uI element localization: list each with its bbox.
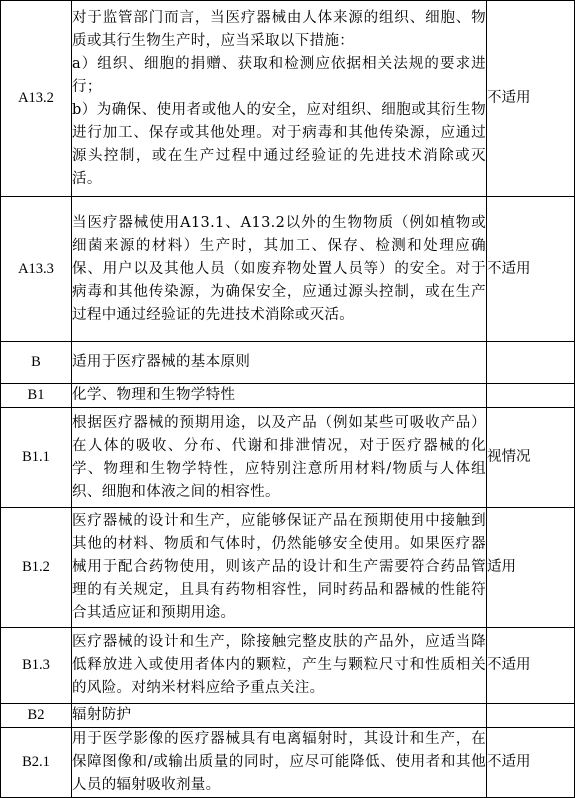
clause-id: B1.2 (1, 508, 72, 628)
table-row (1, 704, 575, 728)
clause-id: B (1, 342, 72, 384)
clause-paragraph: 辐射防护 (72, 707, 132, 723)
applicability: 适用 (487, 508, 575, 628)
clause-paragraph: 根据医疗器械的预期用途，以及产品（例如某些可吸收产品）在人体的吸收、分布、代谢和排泄情况，对于医疗器械的化学、物理和生物学特性，应特别注意所用材料/物质与人体组织、细胞和体液之间的相容性。 (72, 414, 486, 500)
table-row (1, 197, 575, 342)
clause-id: B2.1 (1, 728, 72, 798)
table-row (1, 628, 575, 704)
applicability: 不适用 (487, 197, 575, 342)
applicability (487, 342, 575, 384)
clause-id: B1.3 (1, 628, 72, 704)
clause-id: B2 (1, 704, 72, 728)
clause-paragraph: 对于监管部门而言，当医疗器械由人体来源的组织、细胞、物质或其行生物生产时，应当采取以下措施： (72, 9, 486, 49)
clause-paragraph: 适用于医疗器械的基本原则 (72, 354, 251, 370)
clause-description (72, 384, 487, 408)
table-row (1, 1, 575, 197)
table-row (1, 508, 575, 628)
clause-id: B1.1 (1, 408, 72, 508)
clause-id: B1 (1, 384, 72, 408)
applicability: 不适用 (487, 728, 575, 798)
clause-paragraph: 医疗器械的设计和生产，除接触完整皮肤的产品外，应适当降低释放进入或使用者体内的颗粒，产生与颗粒尺寸和性质相关的风险。对纳米材料应给予重点关注。 (72, 634, 486, 696)
table-row (1, 342, 575, 384)
table-row (1, 408, 575, 508)
clause-description (72, 704, 487, 728)
clause-description (72, 728, 487, 798)
applicability (487, 704, 575, 728)
clause-paragraph: 用于医学影像的医疗器械具有电离辐射时，其设计和生产，在保障图像和/或输出质量的同时，应尽可能降低、使用者和其他人员的辐射吸收剂量。 (72, 731, 486, 793)
clause-description (72, 197, 487, 342)
table-row (1, 728, 575, 798)
clause-paragraph: 医疗器械的设计和生产，应能够保证产品在预期使用中接触到其他的材料、物质和气体时，仍然能够安全使用。如果医疗器械用于配合药物使用，则该产品的设计和生产需要符合药品管理的有关规定，且具有药物相容性，同时药品和器械的性能符合其适应证和预期用途。 (72, 513, 486, 621)
clause-id: A13.3 (1, 197, 72, 342)
applicability (487, 384, 575, 408)
clause-id: A13.2 (1, 1, 72, 197)
clause-paragraph: 化学、物理和生物学特性 (72, 387, 236, 403)
clause-description (72, 342, 487, 384)
clause-paragraph: a）组织、细胞的捐赠、获取和检测应依据相关法规的要求进行； (72, 55, 486, 95)
table-row (1, 384, 575, 408)
clause-description (72, 408, 487, 508)
clause-description (72, 508, 487, 628)
clause-description (72, 1, 487, 197)
applicability: 不适用 (487, 628, 575, 704)
clause-paragraph: 当医疗器械使用A13.1、A13.2以外的生物物质（例如植物或细菌来源的材料）生产时，其加工、保存、检测和处理应确保、用户以及其他人员（如废弃物处置人员等）的安全。对于病毒和其他传染源，为确保安全，应通过源头控制，或在生产过程中通过经验证的先进技术消除或灭活。 (72, 214, 486, 323)
clause-description (72, 628, 487, 704)
applicability: 视情况 (487, 408, 575, 508)
applicability: 不适用 (487, 1, 575, 197)
clause-paragraph: b）为确保、使用者或他人的安全，应对组织、细胞或其衍生物进行加工、保存或其他处理。对于病毒和其他传染源，应通过源头控制，或在生产过程中通过经验证的先进技术消除或灭活。 (72, 101, 486, 187)
